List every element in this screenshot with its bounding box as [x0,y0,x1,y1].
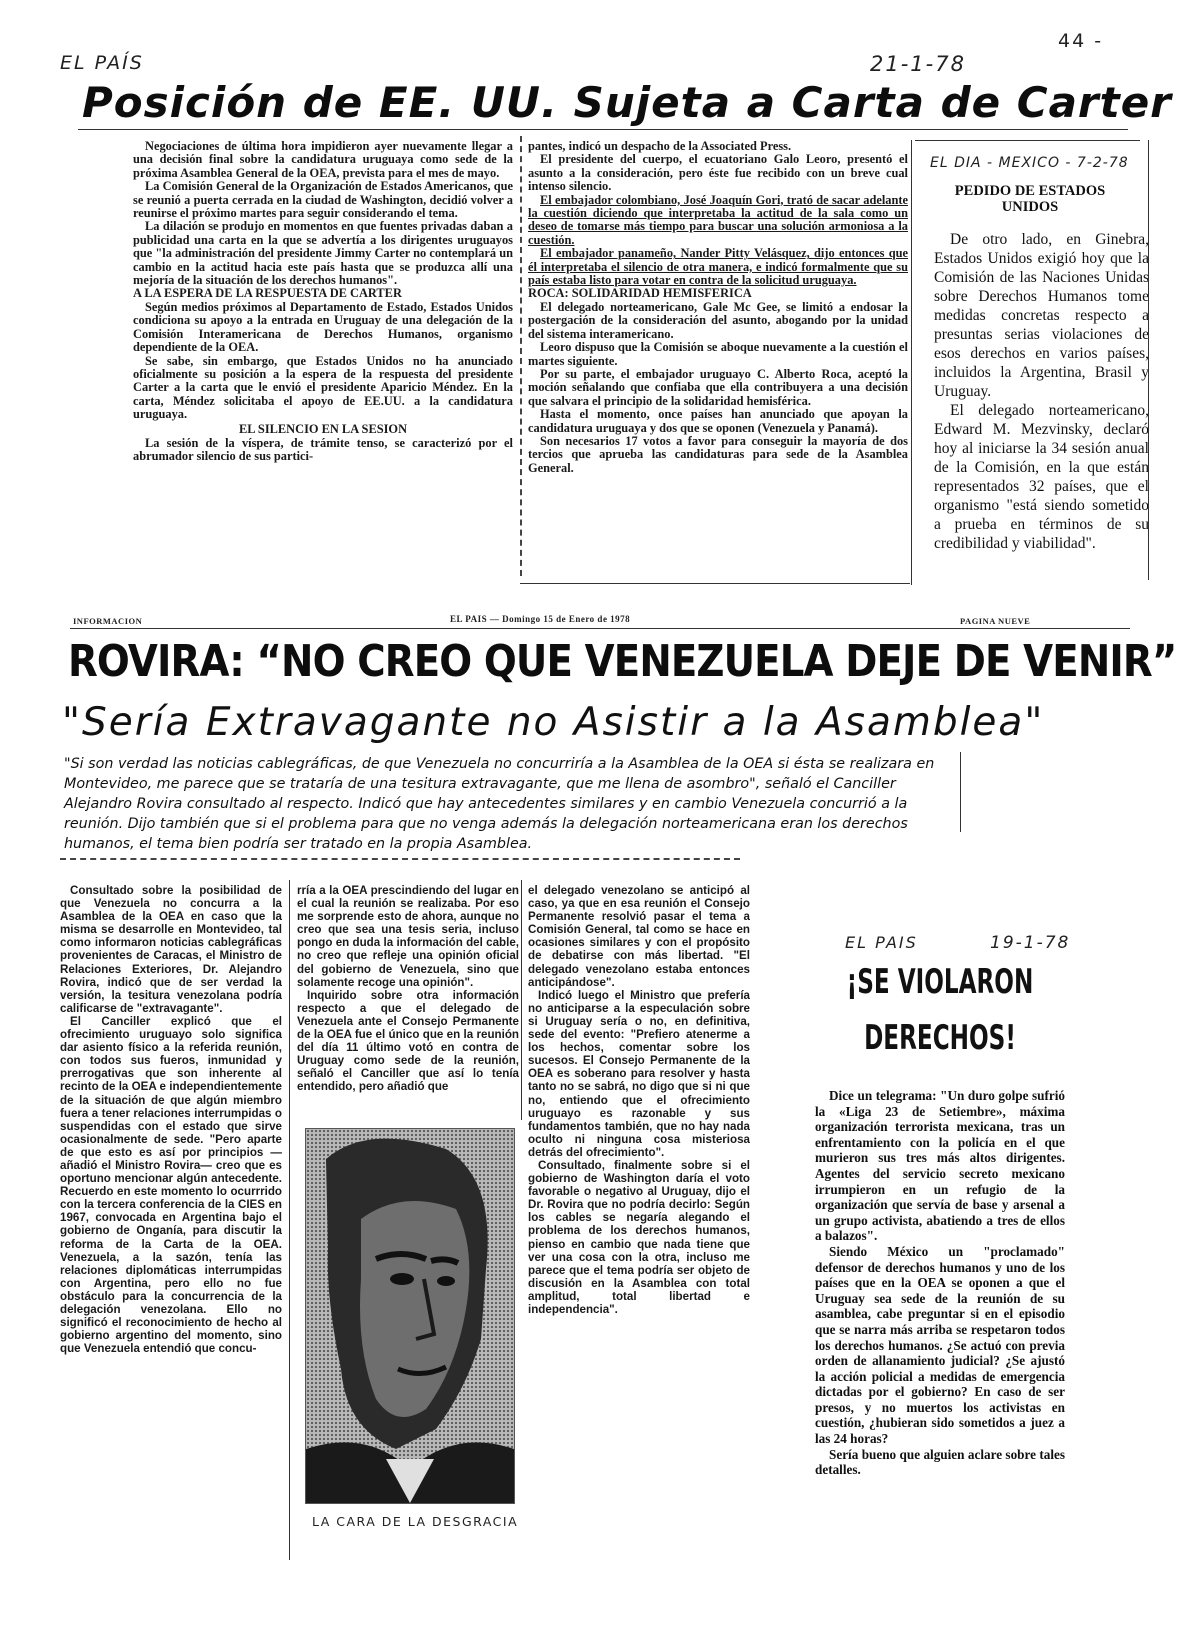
clip3-c1-p2: El Canciller explicó que el ofrecimiento uruguayo solo significa dar asiento físico a la referida reunión, con todos sus fueros, inmunidad y prerrogativas que son inherente al recinto de la OEA e independientemente de la situación de que algún miembro fuera a tener relaciones interrumpidas o suspendidas con el estado que sirve ocasionalmente de sede. "Pero aparte de que esto es así por principios —añadió el Ministro Rovira— creo que es oportuno mencionar algún antecedente. Recuerdo en este momento lo ocurrrido con la tercera conferencia de la CIES en 1967, convocada en Argentina bajo el gobierno de Onganía, para discutir la reforma de la Carta de la OEA. Venezuela, a la sazón, tenía las relaciones diplomáticas interrumpidas con Argentina, pero ello no fue obstáculo para la concurrencia de la delegación venezolana. Ello no significó el reconocimiento de hecho al gobierno argentino del momento, sino que Venezuela entendió que concu- [60,1014,282,1356]
clip3-c3-p1: el delegado venezolano se anticipó al caso, ya que en esa reunión el Consejo Permanente resolvió pasar el tema a Comisión General, tal como se hace en ocasiones similares y con el propósito de debatirse con más libertad. "El delegado venezolano estaba entonces anticipándose". [528,884,750,989]
clip1-column-1 [133,140,513,576]
clip2-headline: PEDIDO DE ESTADOS UNIDOS [954,183,1106,215]
photo-caption: LA CARA DE LA DESGRACIA [312,1514,519,1529]
clip3-column-2 [297,884,519,1120]
clip1-c2-p7: Por su parte, el embajador uruguayo C. Alberto Roca, aceptó la moción señalando que confiaba que ella contribuyera a una decisión que salvara el principio de la solidaridad hemisférica. [528,366,908,408]
clip1-c2-p3: El embajador colombiano, José Joaquín Gori, trató de sacar adelante la cuestión diciendo que interpretaba la actitud de la sala como un deseo de tomarse más tiempo para buscar una solución armoniosa a la cuestión. [528,192,908,247]
clip3-column-3 [528,884,750,1354]
clip4-headline-line2: DERECHOS! [864,1018,1016,1058]
clip3-c3-p2: Indicó luego el Ministro que prefería no anticiparse a la especulación sobre si Uruguay sería o no, en definitiva, sede del evento: "Prefiero atenerme a los hechos, comentar sobre los sucesos. El Consejo Permanente de la OEA es soberano para resolver y hasta tanto no se sabrá, no digo que si ni que no, entiendo que el ofrecimiento uruguayo es razonable y sus fundamentos también, que no hay nada oculto ni ninguna cosa misteriosa detrás del ofrecimiento". [528,988,750,1159]
clip4-p2: Siendo México un "proclamado" defensor de derechos humanos y uno de los países que en la OEA se oponen a que el Uruguay sea sede de la reunión de su asamblea, cabe preguntar si en el episodio que se narra más arriba se respetaron todos los derechos humanos. ¿Se actuó con previa orden de allanamiento judicial? ¿Se ajustó la acción policial a medidas de emergencia dictadas por el gobierno? En caso de ser presos, y no muertos los activistas en cuestión, ¿hubieran sido sometidos a juez a las 24 horas? [815,1243,1065,1447]
clip2-p1: De otro lado, en Ginebra, Estados Unidos exigió hoy que la Comisión de las Naciones Unidas sobre Derechos Humanos tome medidas concretas respecto a presuntas serias violaciones de esos derechos en varios países, incluidos la Argentina, Brasil y Uruguay. [934,231,1149,400]
clip4-body [815,1088,1065,1536]
clip3-subheadline: "Sería Extravagante no Asistir a la Asamblea" [62,700,1045,745]
clip1-c2-subhead: ROCA: SOLIDARIDAD HEMISFERICA [528,286,752,301]
clip4-p1: Dice un telegrama: "Un duro golpe sufrió la «Liga 23 de Setiembre», máxima organización terrorista mexicana, tras un enfrentamiento con la policía en el que murieron sus tres más altos dirigentes. Agentes del servicio secreto mexicano irrumpieron en un refugio de la organización que servía de base y arsenal a un grupo activista, abatiendo a tres de ellos a balazos". [815,1088,1065,1244]
clip3-masthead-right: PAGINA NUEVE [960,616,1031,626]
clip3-c3-p3: Consultado, finalmente sobre si el gobierno de Washington daría el voto favorable o negativo al Uruguay, dijo el Dr. Rovira que no podría decirlo: Según los cables se negaría alegando el problema de los derechos humanos, pienso en cambio que nada tiene que ver una cosa con la otra, incluso me parece que el tema podría ser objeto de discusión en la Asamblea con total amplitud, total libertad e independencia". [528,1158,750,1316]
clip1-c1-p4: Según medios próximos al Departamento de Estado, Estados Unidos condiciona su apoyo a la entrada en Uruguay de una delegación de la Comisión Interamericana de Derechos Humanos, organismo dependiente de la OEA. [133,299,513,355]
clip1-c2-p5: El delegado norteamericano, Gale Mc Gee, se limitó a endosar la postergación de la consideración del asunto, abogando por la unidad del sistema interamericano. [528,299,908,341]
clip1-date: 21-1-78 [870,52,966,76]
clip1-c2-p4: El embajador panameño, Nander Pitty Velásquez, dijo entonces que él interpretaba el silencio de otra manera, e indicó formalmente que su país estaba listo para votar en contra de la solicitud uruguaya. [528,246,908,288]
page-number: 44 - [1058,30,1104,52]
clip1-c2-p2: El presidente del cuerpo, el ecuatoriano Galo Leoro, presentó el asunto a la consideración, pero éste fue recibido con un breve cual intenso silencio. [528,152,908,194]
clip1-c2-p6: Leoro dispuso que la Comisión se aboque nuevamente a la cuestión el martes siguiente. [528,340,908,368]
clip3-masthead-left: INFORMACION [73,616,143,626]
clip1-c2-p1: pantes, indicó un despacho de la Associated Press. [528,140,792,153]
clip1-c1-subhead-2: EL SILENCIO EN LA SESION [238,421,408,436]
clip3-masthead-center: EL PAIS — Domingo 15 de Enero de 1978 [450,614,631,624]
clip2-body [934,230,1149,553]
clip1-c1-p3: La dilación se produjo en momentos en que fuentes privadas daban a publicidad una carta en la que se advertía a los dirigentes uruguayos que "la administración del presidente Jimmy Carter no contemplará un cambio en la actitud hacia este país hasta que se produzca allí una mejoría de la situación de los derechos humanos". [133,219,513,288]
clip3-column-1 [60,884,282,1552]
clip4-source: EL PAIS [845,933,918,952]
clip3-c2-p2: Inquirido sobre otra información respecto a que el delegado de Venezuela ante el Consejo Permanente de la OEA fue el único que en la reunión del día 11 último votó en contra de Uruguay como sede de la reunión, señaló el Canciller que así lo tenía entendido, pero añadió que [297,988,519,1094]
clip1-c1-p5: Se sabe, sin embargo, que Estados Unidos no ha anunciado oficialmente su posición a la espera de la respuesta del presidente Carter a la carta que le envió el presidente Aparicio Méndez. En la carta, Méndez solicitaba el apoyo de EE.UU. a la candidatura uruguaya. [133,353,513,422]
clip1-c2-p9: Son necesarios 17 votos a favor para conseguir la mayoría de dos tercios que aprueba las candidaturas para sede de la Asamblea General. [528,433,908,475]
clip1-source: EL PAÍS [60,52,144,74]
clip3-headline: ROVIRA: “NO CREO QUE VENEZUELA DEJE DE VENIR” [68,636,1177,687]
clip4-headline-line1: ¡SE VIOLARON [846,962,1034,1002]
portrait-image [306,1129,514,1503]
clip4-date: 19-1-78 [990,933,1071,953]
clip4-headline [820,960,1060,1080]
clip1-c1-p6: La sesión de la víspera, de trámite tenso, se caracterizó por el abrumador silencio de sus partici- [133,435,513,464]
clip1-c1-p1: Negociaciones de última hora impidieron ayer nuevamente llegar a una decisión final sobre la candidatura uruguaya como sede de la próxima Asamblea General de la OEA, prevista para el mes de mayo. [133,140,513,180]
rovira-portrait-photo [305,1128,515,1504]
clip3-lead: "Si son verdad las noticias cablegráficas, de que Venezuela no concurriría a la Asamblea de la OEA si ésta se realizara en Montevideo, me parece que se trataría de una tesitura extravagante, que me llena de asombro", señaló el Canciller Alejandro Rovira consultado al respecto. Indicó que hay antecedentes similares y en cambio Venezuela concurrió a la reunión. Dijo también que si el problema para que no venga además la delegación norteamericana eran los derechos humanos, el tema bien podría ser tratado en la propia Asamblea. [64,756,935,852]
clip1-c1-subhead-1: A LA ESPERA DE LA RESPUESTA DE CARTER [133,286,402,301]
clip2-source: EL DIA - MEXICO - 7-2-78 [930,155,1129,171]
clip3-c2-p1: rría a la OEA prescindiendo del lugar en el cual la reunión se realizaba. Por eso me sorprende esto de ahora, aunque no creo que sea una tesis seria, incluso pongo en duda la información del cable, no creo que refleje una opinión oficial del gobierno de Venezuela, sino que solamente recoge una opinión". [297,884,519,989]
clip4-p3: Sería bueno que alguien aclare sobre tales detalles. [815,1446,1065,1478]
clip2-p2: El delegado norteamericano, Edward M. Mezvinsky, declaró hoy al iniciarse la 34 sesión anual de la Comisión, en la que están representados 32 países, que el organismo "está siendo sometido a prueba en términos de su credibilidad y viabilidad". [934,402,1149,552]
clip1-c1-p2: La Comisión General de la Organización de Estados Americanos, que se reunió a puerta cerrada en la ciudad de Washington, decidió volver a reunirse el próximo martes para seguir considerando el tema. [133,179,513,221]
clip1-column-2 [528,140,908,576]
clip3-c1-p1: Consultado sobre la posibilidad de que Venezuela no concurra a la Asamblea de la OEA en caso que la misma se desarrolle en Montevideo, tal como informaron noticias cablegráficas provenientes de Caracas, el Ministro de Relaciones Exteriores, Dr. Alejandro Rovira, indicó que de ser verdad la versión, la tesitura venezolana podría calificarse de "extravagante". [60,884,282,1015]
clip1-c2-p8: Hasta el momento, once países han anunciado que apoyan la candidatura uruguaya y dos que se oponen (Venezuela y Panamá). [528,407,908,435]
clip1-headline: Posición de EE. UU. Sujeta a Carta de Carter [82,78,1172,127]
